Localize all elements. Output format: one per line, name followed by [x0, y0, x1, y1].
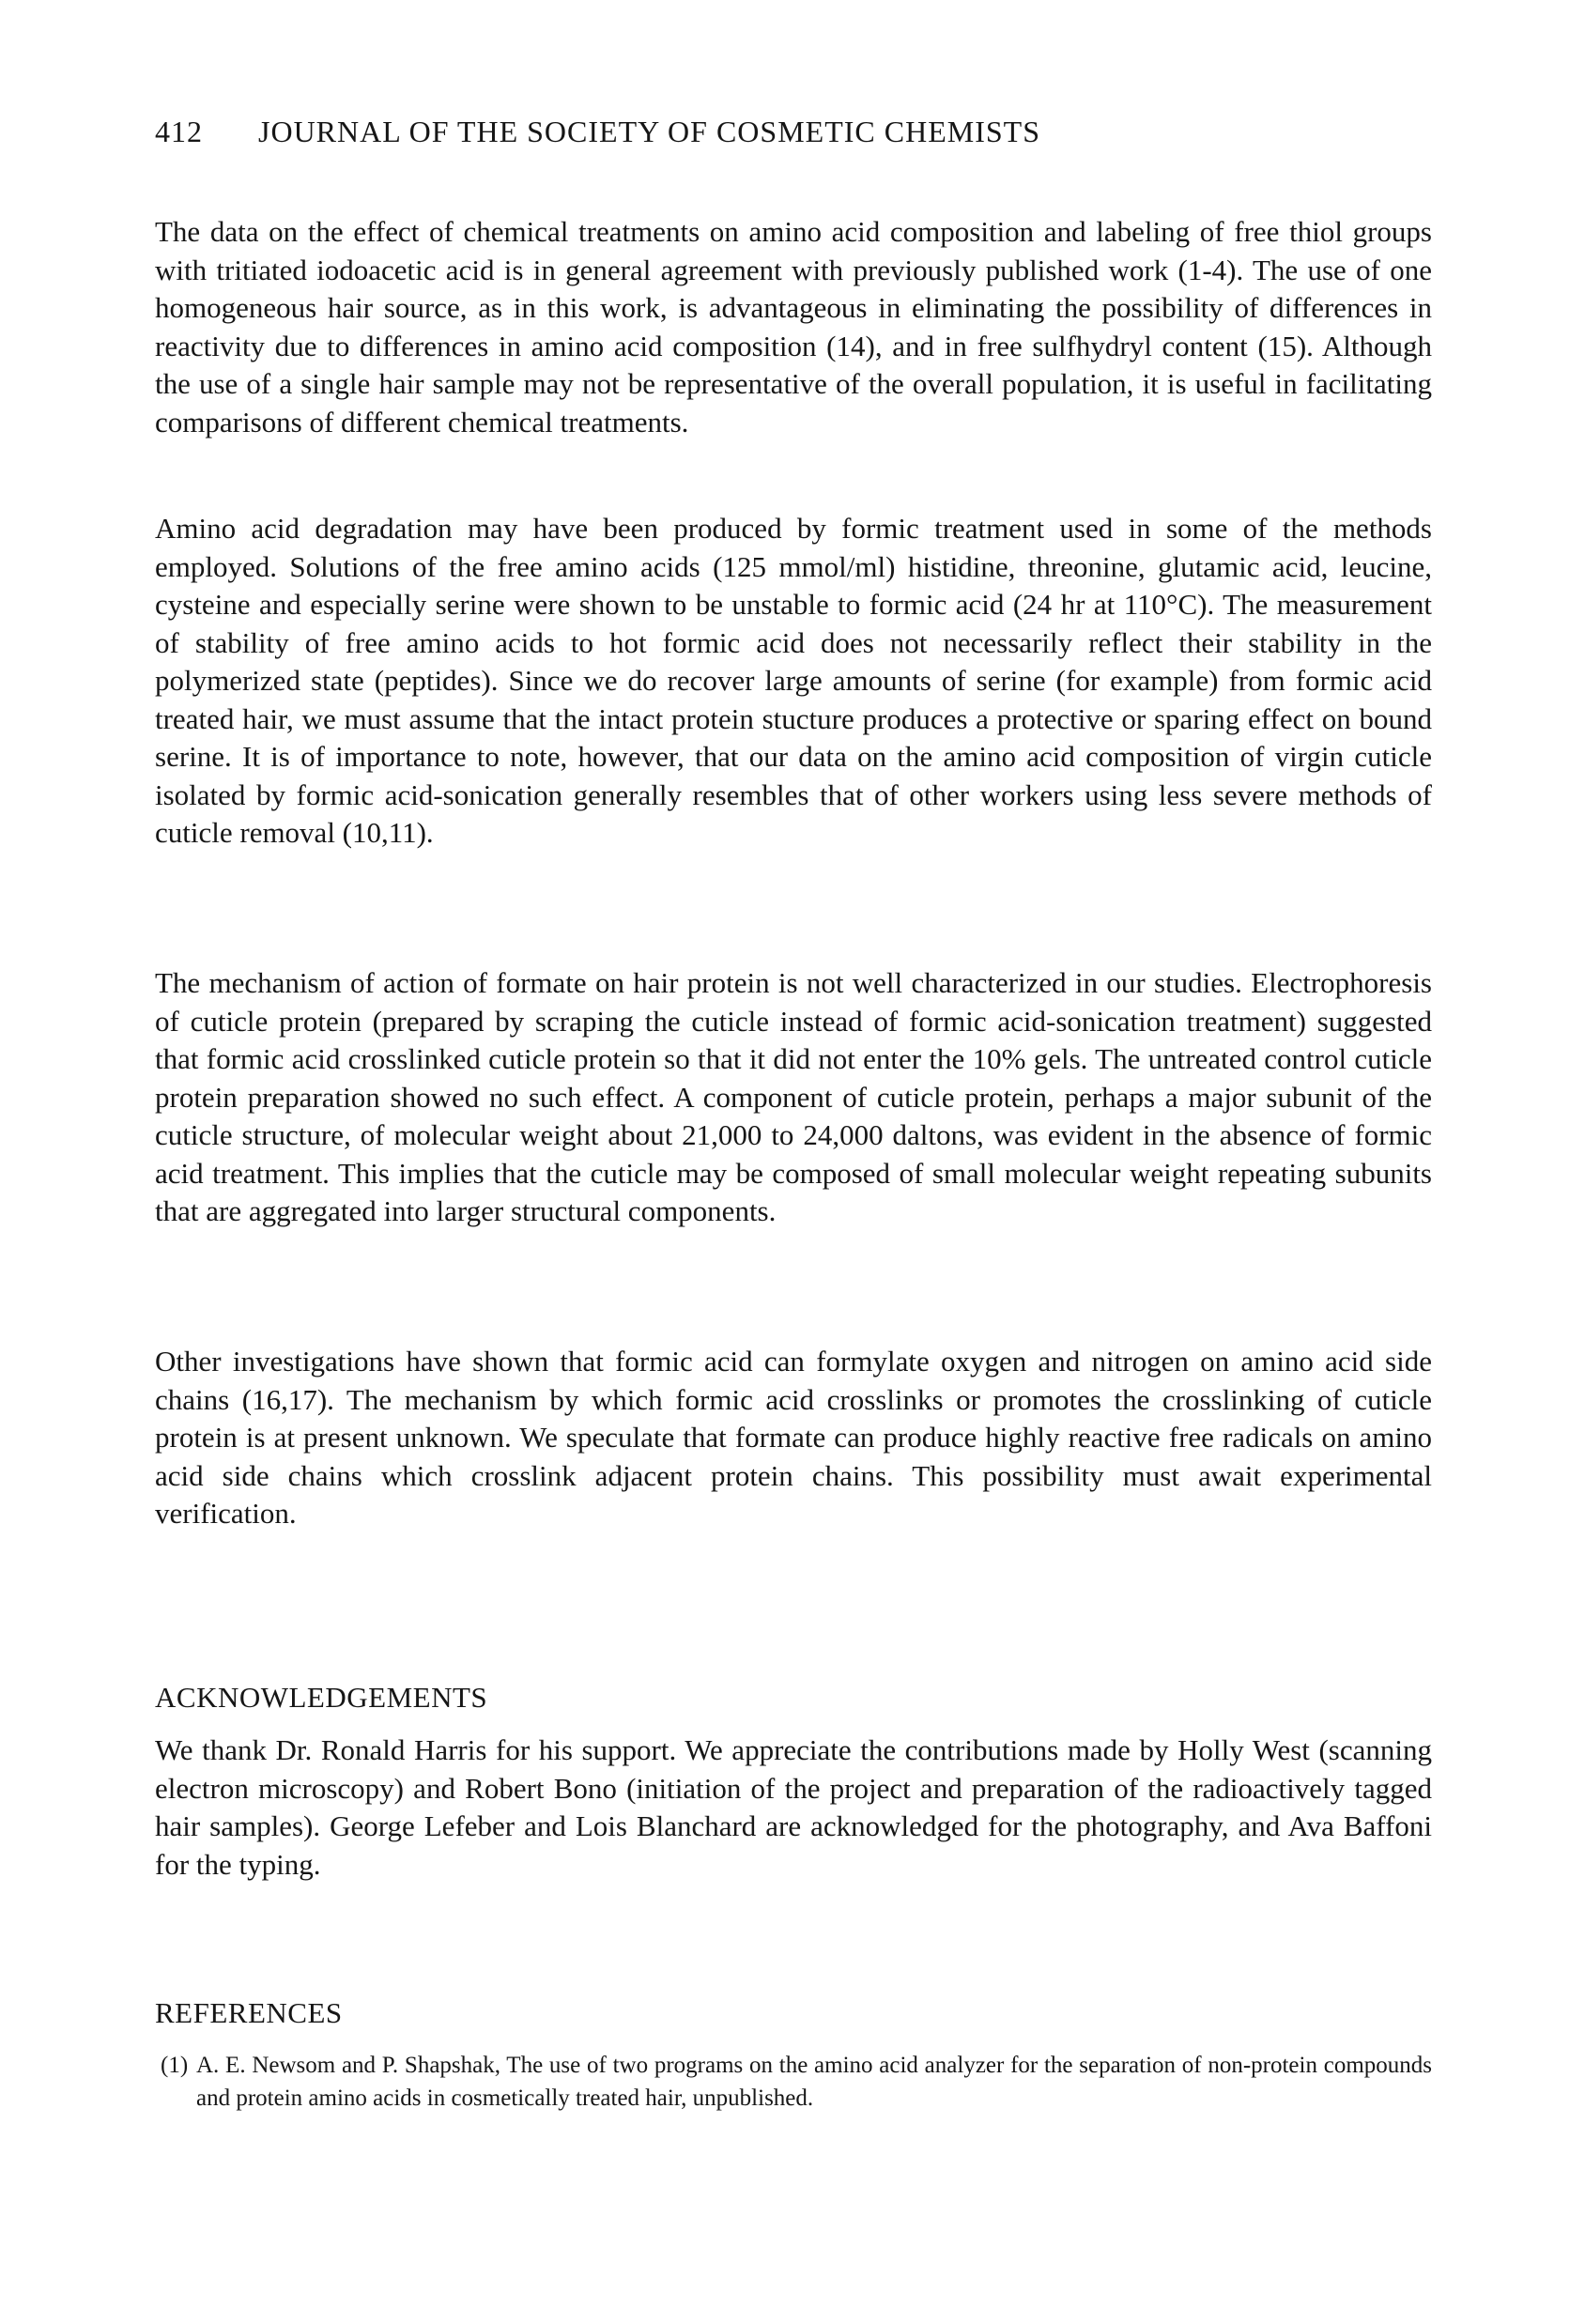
paragraph-3: The mechanism of action of formate on hair protein is not well characterized in our studies. Electrophoresis of cuticle protein (prepared by scraping the cuticle instead of formic acid-sonication treatment) suggested that formic acid crosslinked cuticle protein so that it did not enter the 10% gels. The untreated control cuticle protein preparation showed no such effect. A component of cuticle protein, perhaps a major subunit of the cuticle structure, of molecular weight about 21,000 to 24,000 daltons, was evident in the absence of formic acid treatment. This implies that the cuticle may be composed of small molecular weight repeating subunits that are aggregated into larger structural components. — [155, 966, 1432, 1227]
journal-title: JOURNAL OF THE SOCIETY OF COSMETIC CHEMISTS — [258, 115, 1040, 148]
paragraph-1: The data on the effect of chemical treatments on amino acid composition and labeling of free thiol groups with tritiated iodoacetic acid is in general agreement with previously published work (1-4). The use of one homogeneous hair source, as in this work, is advantageous in eliminating the possibility of differences in reactivity due to differences in amino acid composition (14), and in free sulfhydryl content (15). Although the use of a single hair sample may not be representative of the overall population, it is useful in facilitating comparisons of different chemical treatments. — [155, 215, 1432, 439]
page-number: 412 — [155, 115, 203, 148]
reference-number: (1) — [161, 2053, 189, 2078]
reference-text: A. E. Newsom and P. Shapshak, The use of two programs on the amino acid analyzer for the separation of non-protein compounds and protein amino acids in cosmetically treated hair, unpublished. — [196, 2053, 1432, 2111]
reference-item — [155, 2049, 1432, 2115]
running-header — [155, 115, 1432, 156]
reference-list — [155, 2049, 1432, 2115]
paragraph-2: Amino acid degradation may have been produced by formic treatment used in some of the methods employed. Solutions of the free amino acids (125 mmol/ml) histidine, threonine, glutamic acid, leucine, cysteine and especially serine were shown to be unstable to formic acid (24 hr at 110°C). The measurement of stability of free amino acids to hot formic acid does not necessarily reflect their stability in the polymerized state (peptides). Since we do recover large amounts of serine (for example) from formic acid treated hair, we must assume that the intact protein stucture produces a protective or sparing effect on bound serine. It is of importance to note, however, that our data on the amino acid composition of virgin cuticle isolated by formic acid-sonication generally resembles that of other workers using less severe methods of cuticle removal (10,11). — [155, 512, 1432, 849]
acknowledgements-text: We thank Dr. Ronald Harris for his support. We appreciate the contributions made by Holly West (scanning electron microscopy) and Robert Bono (initiation of the project and preparation of the radioactively tagged hair samples). George Lefeber and Lois Blanchard are acknowledged for the photography, and Ava Baffoni for the typing. — [155, 1733, 1432, 1881]
paragraph-4: Other investigations have shown that formic acid can formylate oxygen and nitrogen on amino acid side chains (16,17). The mechanism by which formic acid crosslinks or promotes the crosslinking of cuticle protein is at present unknown. We speculate that formate can produce highly reactive free radicals on amino acid side chains which crosslink adjacent protein chains. This possibility must await experimental verification. — [155, 1345, 1432, 1530]
acknowledgements-heading: ACKNOWLEDGEMENTS — [155, 1681, 488, 1714]
references-heading: REFERENCES — [155, 1996, 343, 2029]
